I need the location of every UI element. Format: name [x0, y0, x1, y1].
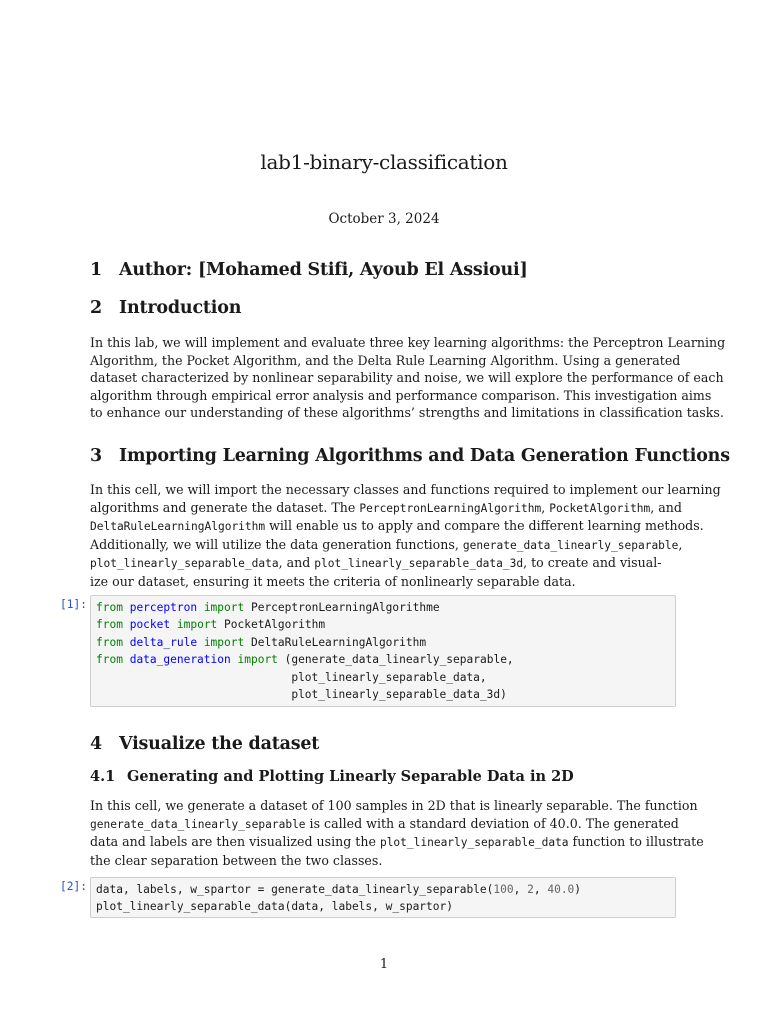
code-cell-1[interactable] [90, 595, 676, 707]
inline-code: plot_linearly_separable_data [90, 557, 279, 571]
introduction-paragraph [90, 334, 726, 422]
import-paragraph [90, 481, 721, 591]
inline-code: generate_data_linearly_separable [90, 817, 306, 831]
section-number: 3 [90, 446, 102, 466]
code-line: from data_generation import (generate_data_linearly_separable, [96, 653, 514, 667]
cell-prompt: [1]: [60, 598, 87, 611]
section-1-heading [90, 260, 528, 280]
paragraph-line: data and labels are then visualized using the plot_linearly_separable_data function to illustrate [90, 834, 704, 850]
paragraph-line: Additionally, we will utilize the data generation functions, generate_data_linearly_separable, [90, 536, 683, 552]
document-title: lab1-binary-classification [260, 150, 508, 174]
document-date: October 3, 2024 [328, 211, 440, 227]
section-number: 4 [90, 734, 102, 754]
section-title: Importing Learning Algorithms and Data Generation Functions [119, 446, 730, 466]
paragraph-line: algorithms and generate the dataset. The PerceptronLearningAlgorithm, PocketAlgorithm, and [90, 499, 682, 515]
code-line: from delta_rule import DeltaRuleLearningAlgorithm [96, 635, 427, 649]
paragraph-line: Algorithm, the Pocket Algorithm, and the Delta Rule Learning Algorithm. Using a generated [90, 352, 681, 368]
visualize-paragraph [90, 797, 704, 869]
section-2-heading [90, 298, 241, 318]
paragraph-line: to enhance our understanding of these algorithms’ strengths and limitations in classification tasks. [90, 405, 724, 421]
paragraph-line: generate_data_linearly_separable is called with a standard deviation of 40.0. The generated [90, 815, 679, 831]
inline-code: plot_linearly_separable_data_3d [314, 557, 524, 571]
code-line: from perceptron import PerceptronLearningAlgorithme [96, 601, 440, 614]
inline-code: plot_linearly_separable_data [379, 836, 569, 850]
section-number: 2 [90, 298, 102, 318]
code-line: plot_linearly_separable_data, [96, 670, 487, 684]
paragraph-line: algorithm through empirical error analysis and performance comparison. This investigation aims [90, 387, 712, 403]
paragraph-line: ize our dataset, ensuring it meets the criteria of nonlinearly separable data. [90, 573, 576, 589]
paragraph-line: In this cell, we generate a dataset of 100 samples in 2D that is linearly separable. The function [90, 798, 698, 813]
code-line: plot_linearly_separable_data_3d) [96, 688, 507, 702]
cell-prompt: [2]: [60, 880, 87, 893]
subsection-title: Generating and Plotting Linearly Separable Data in 2D [127, 768, 574, 785]
section-title: Visualize the dataset [119, 734, 320, 754]
inline-code: generate_data_linearly_separable [462, 538, 679, 552]
section-3-heading [90, 446, 730, 466]
subsection-4-1-heading [90, 768, 574, 785]
paragraph-line: In this cell, we will import the necessary classes and functions required to implement our learning [90, 482, 721, 497]
code-line: from pocket import PocketAlgorithm [96, 618, 326, 632]
paragraph-line: plot_linearly_separable_data, and plot_linearly_separable_data_3d, to create and visual- [90, 555, 662, 571]
code-line: plot_linearly_separable_data(data, labels, w_spartor) [96, 900, 453, 914]
paragraph-line: the clear separation between the two classes. [90, 852, 383, 868]
section-4-heading [90, 734, 319, 754]
inline-code: DeltaRuleLearningAlgorithm [90, 520, 266, 534]
subsection-number: 4.1 [90, 768, 116, 785]
page-number: 1 [379, 957, 389, 972]
paragraph-line: In this lab, we will implement and evaluate three key learning algorithms: the Perceptron Learning [90, 335, 726, 350]
inline-code: PerceptronLearningAlgorithm [359, 501, 542, 515]
paragraph-line: dataset characterized by nonlinear separability and noise, we will explore the performance of each [90, 370, 724, 386]
section-title: Introduction [119, 298, 242, 318]
section-number: 1 [90, 260, 102, 280]
code-line: data, labels, w_spartor = generate_data_linearly_separable(100, 2, 40.0) [96, 883, 582, 896]
inline-code: PocketAlgorithm [549, 501, 651, 515]
section-title: Author: [Mohamed Stifi, Ayoub El Assioui] [119, 260, 528, 280]
code-cell-2[interactable] [90, 877, 676, 918]
paragraph-line: DeltaRuleLearningAlgorithm will enable us to apply and compare the different learning methods. [90, 518, 704, 534]
